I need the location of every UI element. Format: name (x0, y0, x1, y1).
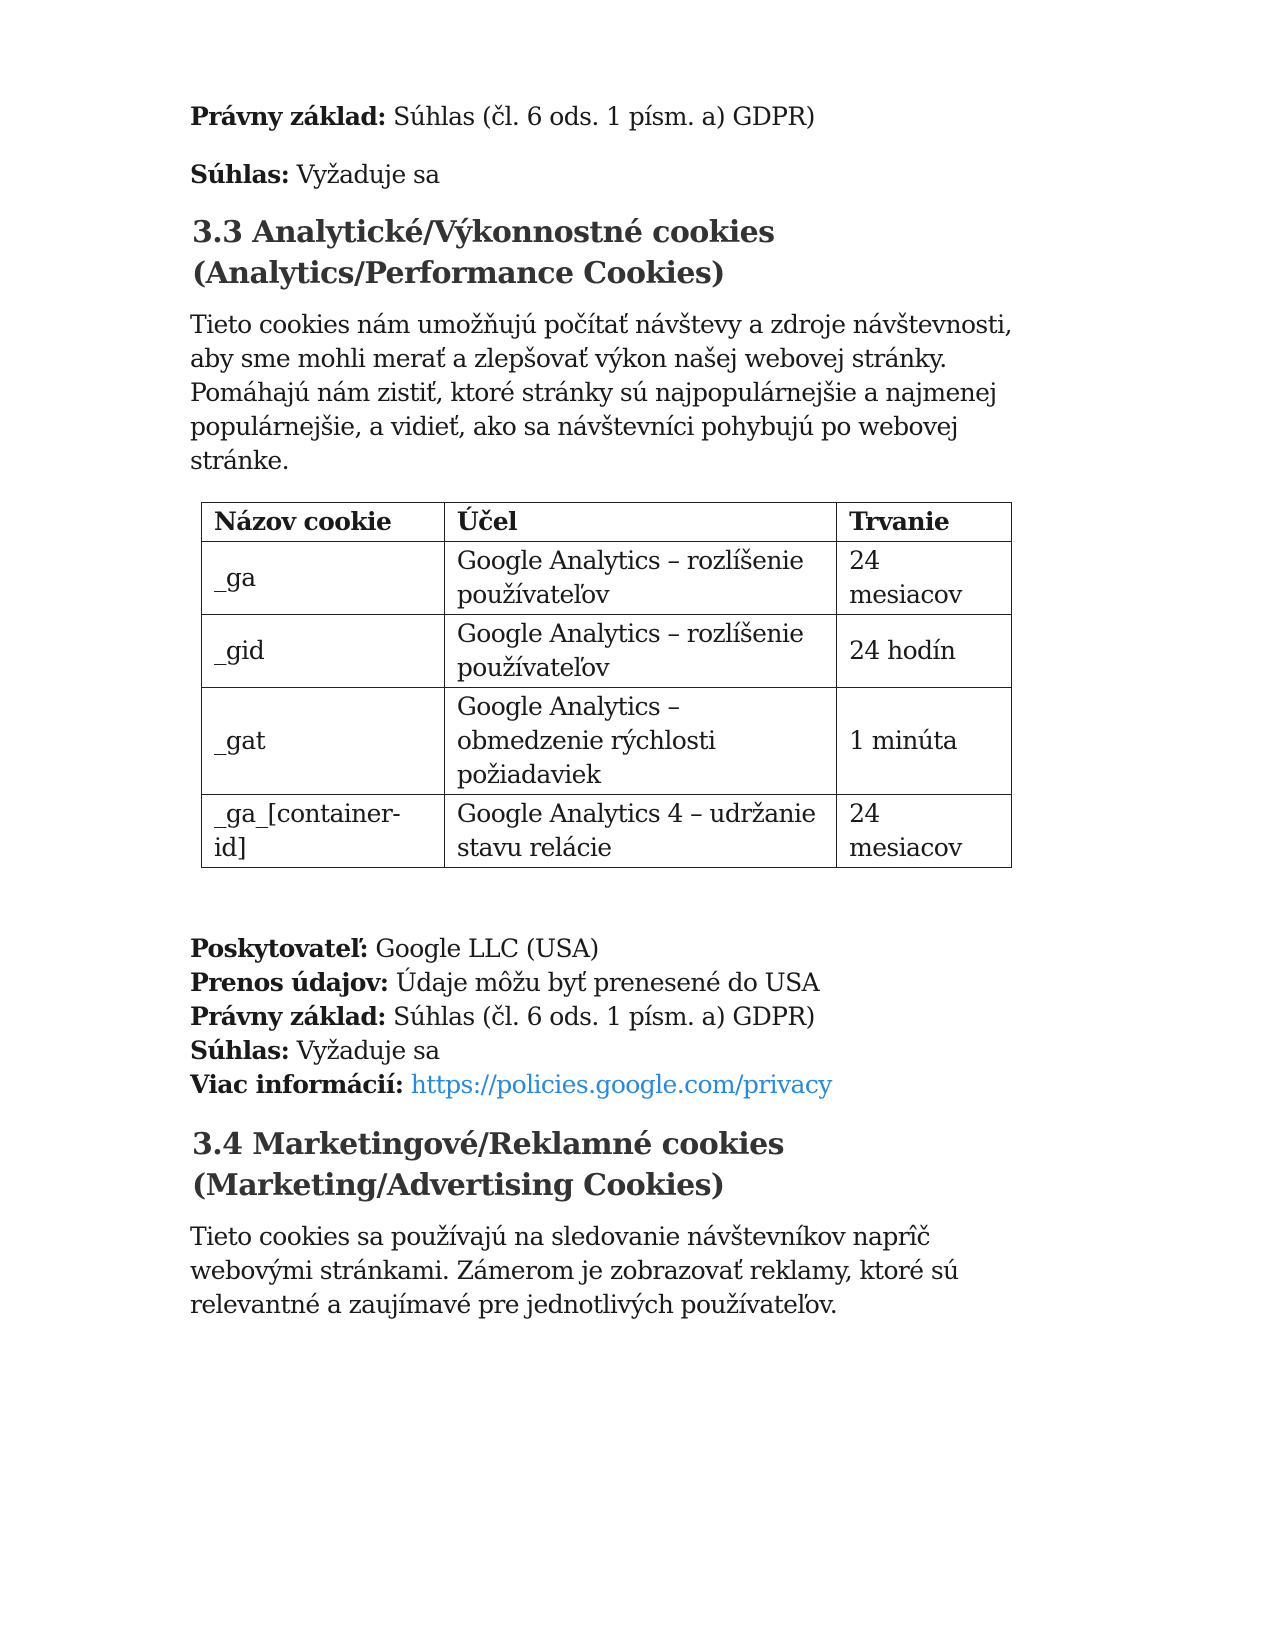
section-3-4-heading: 3.4 Marketingové/Reklamné cookies (Marketing/Advertising Cookies) (192, 1127, 784, 1203)
legal-basis-line (190, 100, 1030, 134)
cookie-name: _gat (202, 688, 445, 795)
section-3-4-paragraph: Tieto cookies sa používajú na sledovanie návštevníkov naprîč webovými stránkami. Zámerom je zobrazovať reklamy, ktoré sú relevantné a zaujímavé pre jednotlivých používateľov. (190, 1222, 959, 1319)
cookie-duration: 24 hodín (837, 615, 1012, 688)
cookie-purpose: Google Analytics – rozlíšenie používateľov (444, 542, 836, 615)
transfer-line: Prenos údajov: Údaje môžu byť prenesené do USA (190, 968, 820, 997)
table-header-row (202, 503, 1012, 542)
cookie-duration: 24 mesiacov (837, 542, 1012, 615)
consent-label: Súhlas: (190, 160, 290, 189)
document-page (190, 100, 1030, 1346)
table-row (202, 688, 1012, 795)
provider-line: Poskytovateľ: Google LLC (USA) (190, 934, 599, 963)
consent-line: Súhlas: Vyžaduje sa (190, 1036, 440, 1065)
cookie-purpose: Google Analytics – rozlíšenie používateľov (444, 615, 836, 688)
privacy-policy-link[interactable]: https://policies.google.com/privacy (410, 1070, 832, 1099)
legal-basis-value: Súhlas (čl. 6 ods. 1 písm. a) GDPR) (385, 102, 815, 131)
section-3-3-paragraph: Tieto cookies nám umožňujú počítať návštevy a zdroje návštevnosti, aby sme mohli merať a zlepšovať výkon našej webovej stránky. Pomáhajú nám zistiť, ktoré stránky sú najpopulárnejšie a najmenej populárnejšie, a vidieť, ako sa návštevníci pohybujú po webovej stránke. (190, 310, 1012, 475)
header-cookie-name: Názov cookie (202, 503, 445, 542)
header-purpose: Účel (444, 503, 836, 542)
consent-line (190, 158, 1030, 192)
cookie-purpose: Google Analytics 4 – udržanie stavu relácie (444, 795, 836, 868)
cookie-table (201, 502, 1012, 868)
legal-basis-line: Právny základ: Súhlas (čl. 6 ods. 1 písm. a) GDPR) (190, 1002, 815, 1031)
more-info-line: Viac informácií: https://policies.google.com/privacy (190, 1070, 832, 1099)
table-row (202, 542, 1012, 615)
cookie-name: _ga_[container-id] (202, 795, 445, 868)
legal-basis-label: Právny základ: (190, 102, 386, 131)
cookie-name: _ga (202, 542, 445, 615)
cookie-purpose: Google Analytics – obmedzenie rýchlosti požiadaviek (444, 688, 836, 795)
section-3-3-heading: 3.3 Analytické/Výkonnostné cookies (Analytics/Performance Cookies) (192, 215, 775, 291)
cookie-name: _gid (202, 615, 445, 688)
header-duration: Trvanie (837, 503, 1012, 542)
cookie-duration: 24 mesiacov (837, 795, 1012, 868)
table-row (202, 795, 1012, 868)
provider-info (190, 932, 1030, 1102)
consent-value: Vyžaduje sa (289, 160, 440, 189)
table-row (202, 615, 1012, 688)
cookie-duration: 1 minúta (837, 688, 1012, 795)
